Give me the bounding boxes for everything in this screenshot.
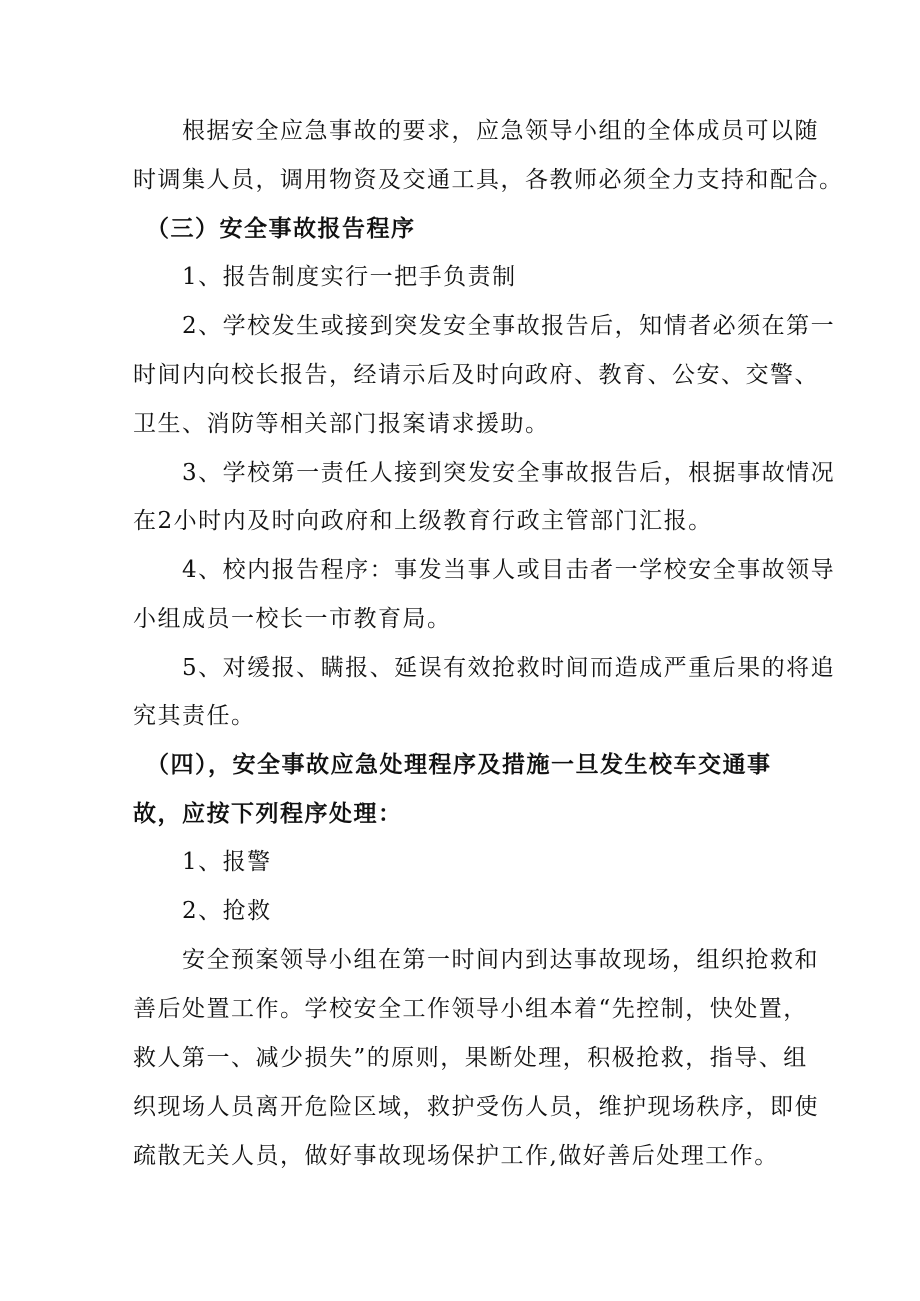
paragraph-line: 究其责任。: [133, 703, 256, 729]
paragraph-line: 时间内向校长报告，经请示后及时向政府、教育、公安、交警、: [133, 362, 819, 388]
paragraph-line: 卫生、消防等相关部门报案请求援助。: [133, 411, 550, 437]
paragraph-line: 1、报警: [133, 849, 272, 875]
paragraph-line: 5、对缓报、瞒报、延误有效抢救时间而造成严重后果的将追: [133, 655, 836, 681]
section-heading-four: （四），安全事故应急处理程序及措施一旦发生校车交通事: [133, 752, 772, 778]
paragraph-line: 疏散无关人员，做好事故现场保护工作,做好善后处理工作。: [133, 1143, 779, 1169]
paragraph-line: 1、报告制度实行一把手负责制: [133, 264, 517, 290]
paragraph-line: 织现场人员离开危险区域，救护受伤人员，维护现场秩序，即使: [133, 1094, 819, 1120]
paragraph-line: 时调集人员，调用物资及交通工具，各教师必须全力支持和配合。: [133, 167, 844, 193]
paragraph-line: 3、学校第一责任人接到突发安全事故报告后，根据事故情况: [133, 460, 836, 486]
paragraph-line: 在2小时内及时向政府和上级教育行政主管部门汇报。: [133, 508, 713, 534]
paragraph-line: 救人第一、减少损失”的原则，果断处理，积极抢救，指导、组: [133, 1045, 808, 1071]
paragraph-line: 小组成员一校长一市教育局。: [133, 606, 452, 632]
paragraph-line: 安全预案领导小组在第一时间内到达事故现场，组织抢救和: [133, 947, 819, 973]
paragraph-line: 善后处置工作。学校安全工作领导小组本着“先控制，快处置，: [133, 996, 808, 1022]
paragraph-line: 根据安全应急事故的要求，应急领导小组的全体成员可以随: [133, 118, 819, 144]
section-heading-four-continued: 故，应按下列程序处理：: [133, 801, 403, 827]
paragraph-line: 2、抢救: [133, 898, 272, 924]
paragraph-line: 4、校内报告程序：事发当事人或目击者一学校安全事故领导: [133, 557, 836, 583]
section-heading-three: （三）安全事故报告程序: [133, 216, 416, 242]
paragraph-line: 2、学校发生或接到突发安全事故报告后，知情者必须在第一: [133, 313, 836, 339]
